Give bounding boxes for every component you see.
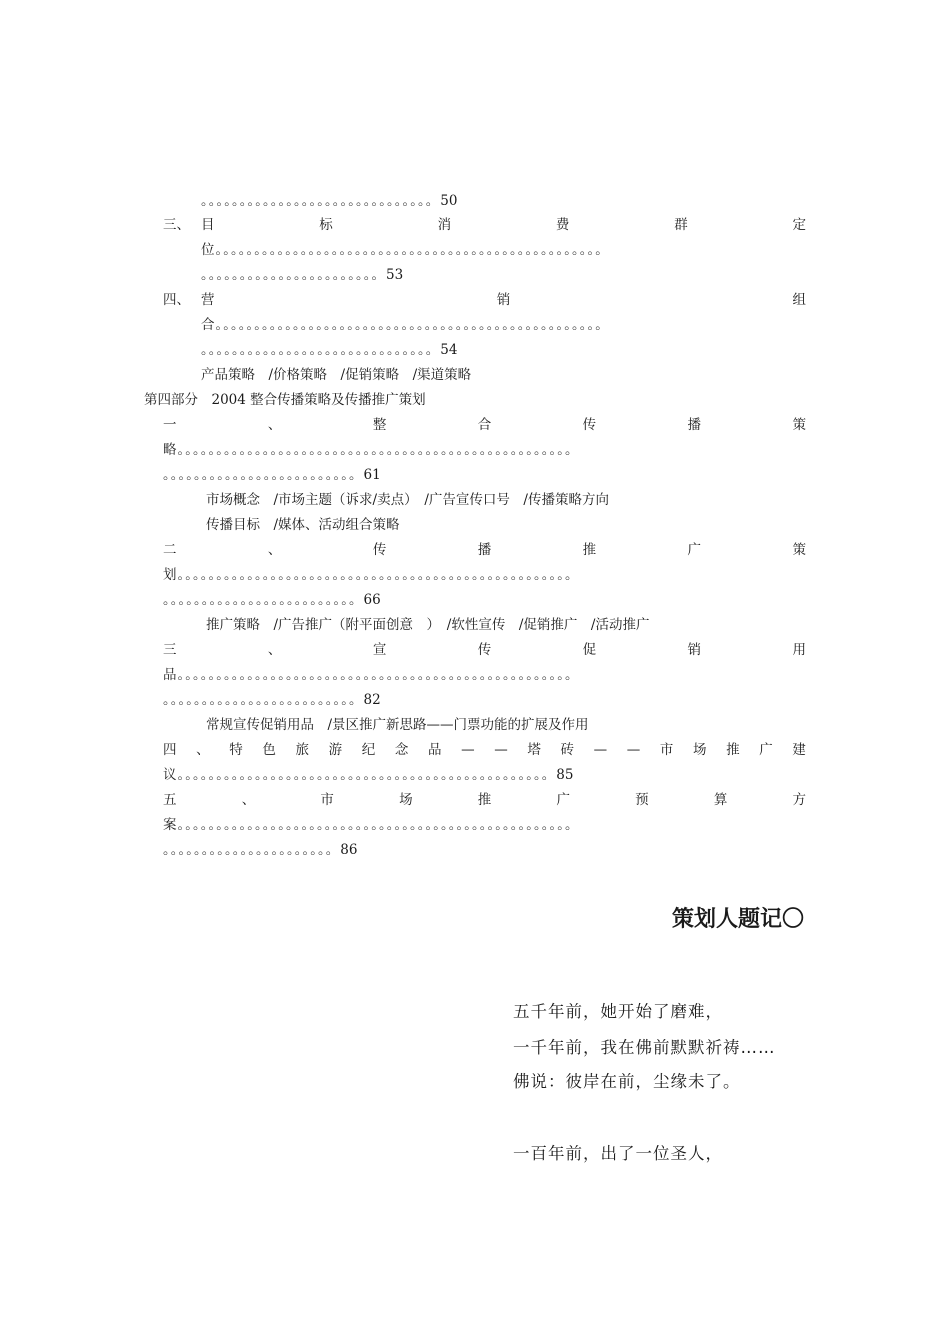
toc-page-number: 50 [440,193,458,209]
toc-char: 传 [582,417,597,433]
toc-char: 宣 [372,642,387,658]
toc-char: 一 [163,417,177,433]
toc-char: 定 [792,217,806,233]
toc-char: 、 [241,792,256,808]
toc-char: 推 [726,742,740,758]
toc-char: 市 [659,742,674,758]
toc-char: 二 [163,542,177,558]
toc-char: 市 [320,792,334,808]
toc-char: — [626,742,641,758]
toc-char: 三 [163,642,177,658]
toc-p4-item-1-subtopics-2: 传播目标 /媒体、活动组合策略 [206,517,400,533]
toc-char: 算 [713,792,728,808]
toc-char: 营 [201,292,215,308]
toc-p4-item-4-leader [163,766,573,784]
toc-char: 场 [399,792,413,808]
toc-char: 费 [555,217,570,233]
toc-char: 群 [674,217,688,233]
toc-char: 促 [582,642,597,658]
toc-char: 销 [687,642,702,658]
toc-char: 、 [196,742,210,758]
toc-page-number: 61 [363,467,381,483]
toc-page-number: 54 [440,342,458,358]
toc-char: 念 [394,742,409,758]
toc-page-number: 86 [340,842,358,858]
toc-p4-item-5-wrap: 案。。。。。。。。。。。。。。。。。。。。。。。。。。。。。。。。。。。。。。。。。。。。。。。。。。。 [163,817,580,833]
toc-char: 特 [229,742,243,758]
toc-item-4-leader [201,341,457,359]
toc-p4-item-1-title [163,416,806,434]
toc-char: 塔 [527,742,541,758]
toc-item-4-wrap: 合。。。。。。。。。。。。。。。。。。。。。。。。。。。。。。。。。。。。。。。。。。。。。。。。。。 [201,317,610,333]
toc-leader-dots: 。。。。。。。。。。。。。。。。。。。。。。。。。 [163,467,364,483]
toc-leader-dots: 。。。。。。。。。。。。。。。。。。。。。。。。。。。。。。 [201,193,441,209]
toc-leader-dots: 。。。。。。。。。。。。。。。。。。。。。。。 [201,267,386,283]
toc-leader-dots: 议。。。。。。。。。。。。。。。。。。。。。。。。。。。。。。。。。。。。。。。。。。。。。。。。 [163,767,557,783]
toc-char: 消 [437,217,452,233]
toc-cont-50 [201,192,457,210]
toc-item-3-title [201,216,806,234]
toc-page-number: 53 [386,267,404,283]
toc-item-4-number: 四、 [163,292,190,308]
toc-item-3-leader [201,266,403,284]
toc-p4-item-3-title [163,641,806,659]
toc-item-3-wrap: 位。。。。。。。。。。。。。。。。。。。。。。。。。。。。。。。。。。。。。。。。。。。。。。。。。。 [201,242,610,258]
poem-line: 一千年前，我在佛前默默祈祷…… [513,1038,776,1057]
toc-char: 目 [201,217,215,233]
toc-item-4-title [201,291,806,309]
toc-char: 、 [267,417,282,433]
toc-item-4-subtopics: 产品策略 /价格策略 /促销策略 /渠道策略 [201,367,472,383]
poem-line: 一百年前，出了一位圣人， [513,1144,723,1163]
toc-p4-item-1-wrap: 略。。。。。。。。。。。。。。。。。。。。。。。。。。。。。。。。。。。。。。。。。。。。。。。。。。。 [163,442,580,458]
toc-char: 纪 [361,742,376,758]
toc-leader-dots: 。。。。。。。。。。。。。。。。。。。。。。 [163,842,341,858]
toc-char: 传 [477,642,492,658]
toc-char: 播 [687,417,702,433]
toc-char: 广 [556,792,570,808]
toc-p4-item-1-leader [163,466,381,484]
toc-p4-item-3-subtopics: 常规宣传促销用品 /景区推广新思路——门票功能的扩展及作用 [206,717,589,733]
toc-char: 五 [163,792,177,808]
toc-char: — [494,742,508,758]
toc-char: 销 [496,292,511,308]
toc-p4-item-4-title [163,741,806,759]
toc-item-3-number: 三、 [163,217,190,233]
toc-char: 、 [267,642,282,658]
toc-p4-item-3-leader [163,691,381,709]
toc-char: 砖 [560,742,574,758]
toc-char: — [593,742,608,758]
toc-p4-item-2-subtopics: 推广策略 /广告推广（附平面创意 ） /软性宣传 /促销推广 /活动推广 [206,617,650,633]
toc-p4-item-2-leader [163,591,381,609]
toc-char: 建 [792,742,806,758]
toc-char: 广 [687,542,702,558]
toc-char: 游 [328,742,343,758]
toc-p4-item-3-wrap: 品。。。。。。。。。。。。。。。。。。。。。。。。。。。。。。。。。。。。。。。。。。。。。。。。。。。 [163,667,580,683]
toc-p4-item-5-title [163,791,806,809]
toc-char: 色 [262,742,276,758]
toc-char: 推 [477,792,492,808]
toc-p4-item-2-title [163,541,806,559]
poem-line: 佛说：彼岸在前，尘缘未了。 [513,1072,741,1091]
toc-p4-item-2-wrap: 划。。。。。。。。。。。。。。。。。。。。。。。。。。。。。。。。。。。。。。。。。。。。。。。。。。。 [163,567,580,583]
toc-char: 广 [759,742,773,758]
toc-char: 旅 [295,742,309,758]
toc-char: 合 [477,417,492,433]
toc-char: 整 [372,417,387,433]
toc-char: 推 [582,542,597,558]
toc-char: 播 [477,542,492,558]
toc-char: 方 [792,792,806,808]
toc-leader-dots: 。。。。。。。。。。。。。。。。。。。。。。。。。 [163,592,364,608]
toc-p4-item-1-subtopics: 市场概念 /市场主题（诉求/卖点） /广告宣传口号 /传播策略方向 [206,492,609,508]
toc-char: 传 [372,542,387,558]
toc-char: 预 [635,792,649,808]
toc-char: 、 [267,542,282,558]
toc-char: 组 [792,292,806,308]
toc-char: 品 [428,742,442,758]
toc-char: 用 [792,642,806,658]
toc-page-number: 82 [363,692,381,708]
poem-line: 五千年前，她开始了磨难， [513,1002,723,1021]
toc-page-number: 85 [556,767,574,783]
toc-leader-dots: 。。。。。。。。。。。。。。。。。。。。。。。。。。。。。。 [201,342,441,358]
toc-char: 场 [693,742,707,758]
toc-char: 四 [163,742,177,758]
toc-char: 标 [319,217,333,233]
toc-page-number: 66 [363,592,381,608]
toc-part-4-heading: 第四部分 2004 整合传播策略及传播推广策划 [144,392,426,408]
inscription-title: 策划人题记〇 [671,907,804,932]
toc-leader-dots: 。。。。。。。。。。。。。。。。。。。。。。。。。 [163,692,364,708]
toc-char: 策 [792,417,806,433]
toc-char: — [461,742,475,758]
toc-char: 策 [792,542,806,558]
toc-p4-item-5-leader [163,841,357,859]
